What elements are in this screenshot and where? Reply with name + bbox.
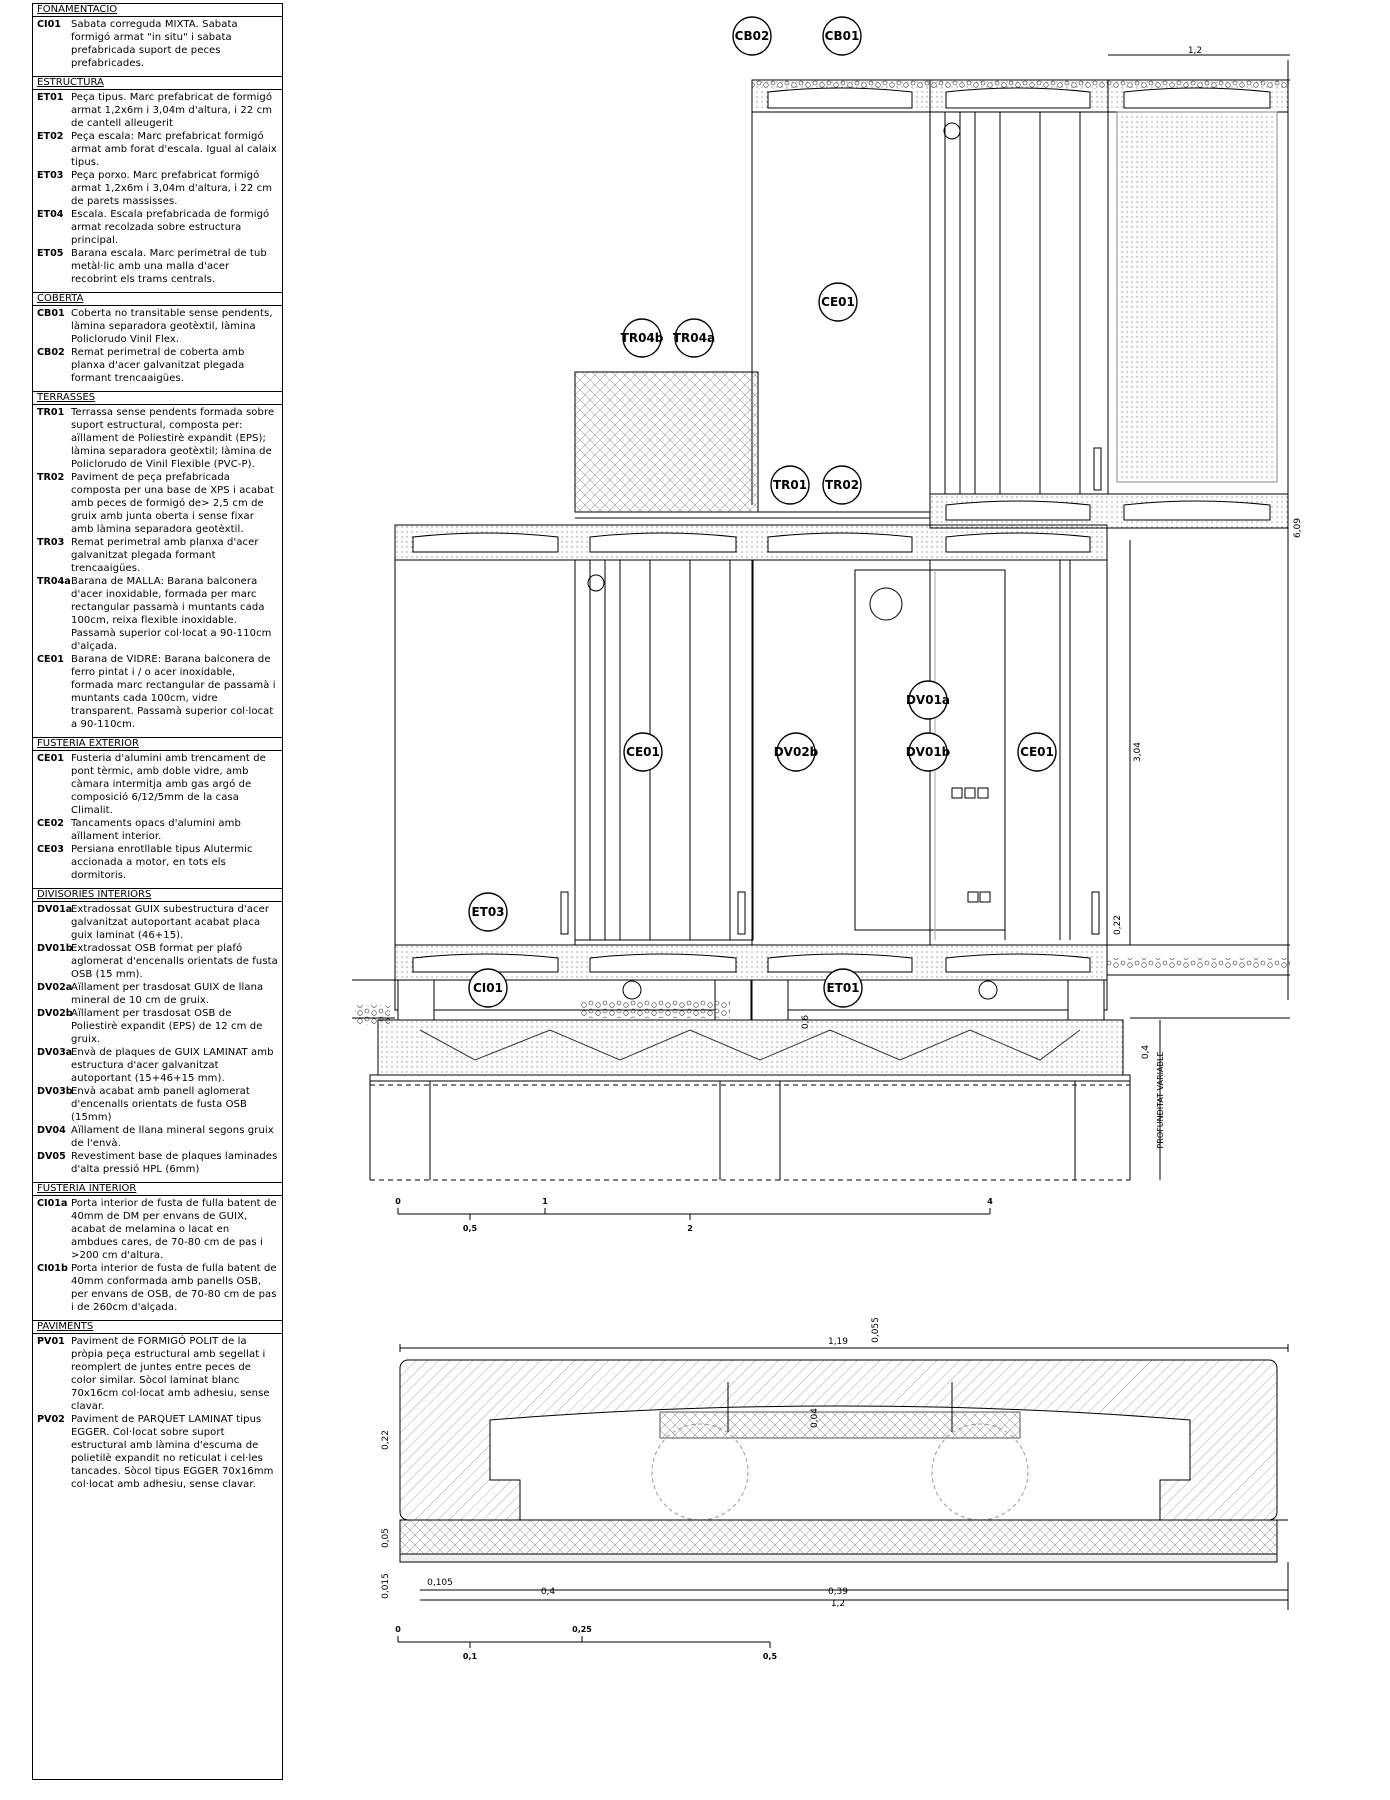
- legend-section-title: FUSTERIA EXTERIOR: [33, 738, 282, 751]
- dim-slab: 0,22: [1113, 914, 1123, 936]
- tag-cb01: [823, 17, 861, 55]
- tag-ce01-left: [624, 733, 662, 771]
- legend-item-code: TR04a: [37, 576, 71, 587]
- legend-item-text: Extradossat GUIX subestructura d'acer galvanitzat autoportant acabat placa guix laminat (46+15).: [71, 904, 270, 941]
- svg-text:1,19: 1,19: [827, 1337, 849, 1347]
- legend-item-code: CE03: [37, 844, 64, 855]
- svg-text:0,1: 0,1: [462, 1652, 478, 1661]
- legend-item-text: Barana de VIDRE: Barana balconera de ferro pintat i / o acer inoxidable, formada marc rectangular de passamà i muntants cada 100cm, vidre transparent. Passamà superior col·locat a 90-110cm.: [71, 654, 276, 730]
- svg-text:CB02: CB02: [734, 29, 770, 43]
- legend-item-code: TR03: [37, 537, 65, 548]
- svg-text:1: 1: [542, 1197, 548, 1206]
- dim-floor-height: 3,04: [1133, 741, 1143, 763]
- svg-text:4: 4: [987, 1197, 993, 1206]
- legend-item-text: Revestiment base de plaques laminades d'alta pressió HPL (6mm): [71, 1151, 278, 1175]
- legend-item-text: Peça porxo. Marc prefabricat formigó armat 1,2x6m i 3,04m d'altura, i 22 cm de parets massisses.: [71, 170, 273, 207]
- legend-item-text: Remat perimetral de coberta amb planxa d'acer galvanitzat plegada formant trencaaigües.: [71, 347, 245, 384]
- svg-text:0,25: 0,25: [572, 1625, 592, 1634]
- tag-dv02b: [774, 733, 819, 771]
- svg-text:0: 0: [395, 1197, 401, 1206]
- tag-ce01-right: [1018, 733, 1056, 771]
- legend-item-text: Persiana enrotllable tipus Alutermic accionada a motor, en tots els dormitoris.: [71, 844, 253, 881]
- legend-item-code: DV02b: [37, 1008, 73, 1019]
- scale-bar-top: [395, 1197, 993, 1233]
- legend-item-code: CE02: [37, 818, 64, 829]
- legend-item-code: DV01a: [37, 904, 73, 915]
- svg-text:ET01: ET01: [826, 981, 860, 995]
- legend-section-title: ESTRUCTURA: [33, 77, 282, 90]
- svg-text:CE01: CE01: [821, 295, 855, 309]
- legend-item-code: DV03b: [37, 1086, 73, 1097]
- legend-item-code: ET03: [37, 170, 64, 181]
- svg-text:2: 2: [687, 1224, 693, 1233]
- upper-roof: [752, 80, 1290, 112]
- legend-item-text: Remat perimetral amb planxa d'acer galvanitzat plegada formant trencaaigües.: [71, 537, 259, 574]
- legend-item-text: Sabata correguda MIXTA. Sabata formigó armat "in situ" i sabata prefabricada suport de peces prefabricades.: [71, 19, 238, 69]
- legend-item-code: CI01: [37, 19, 61, 30]
- tag-tr04b: [621, 319, 664, 357]
- legend-item-text: Peça escala: Marc prefabricat formigó armat amb forat d'escala. Igual al calaix tipus.: [71, 131, 277, 168]
- svg-text:0,5: 0,5: [762, 1652, 778, 1661]
- legend-item-text: Envà de plaques de GUIX LAMINAT amb estructura d'acer galvanitzat autoportant (15+46+15 mm).: [71, 1047, 274, 1084]
- svg-text:TR04b: TR04b: [620, 331, 664, 345]
- svg-text:0,015: 0,015: [381, 1573, 391, 1599]
- tag-ci01: [469, 969, 507, 1007]
- scale-bar-bottom: [395, 1625, 777, 1661]
- tag-cb02: [733, 17, 771, 55]
- legend-item-code: CI01a: [37, 1198, 68, 1209]
- legend-item-text: Aïllament de llana mineral segons gruix de l'envà.: [71, 1125, 274, 1149]
- legend-item-code: ET02: [37, 131, 64, 142]
- legend-item-text: Paviment de PARQUET LAMINAT tipus EGGER. Col·locat sobre suport estructural amb làmina d'escuma de polietilè expandit no reticulat i cel·les tancades. Sòcol tipus EGGER 70x16mm col·locat amb adhesiu, sense clavar.: [71, 1414, 274, 1490]
- legend-item-code: ET04: [37, 209, 64, 220]
- legend-item-code: CE01: [37, 654, 64, 665]
- legend-item-code: PV02: [37, 1414, 65, 1425]
- dim-top-width: 1,2: [1187, 46, 1203, 56]
- svg-text:DV02b: DV02b: [773, 745, 819, 759]
- legend-item-text: Paviment de FORMIGÓ POLIT de la pròpia peça estructural amb segellat i reomplert de juntes entre peces de color similar. Sòcol laminat blanc 70x16cm col·locat amb adhesiu, sense clavar.: [71, 1336, 270, 1412]
- svg-text:0,105: 0,105: [427, 1578, 453, 1588]
- legend-item-text: Porta interior de fusta de fulla batent de 40mm conformada amb panells OSB, per envans de OSB, de 70-80 cm de pas i de 260cm d'alçada.: [71, 1263, 277, 1313]
- tag-dv01a: [906, 681, 950, 719]
- legend-item-code: CI01b: [37, 1263, 68, 1274]
- legend-item-text: Barana escala. Marc perimetral de tub metàl·lic amb una malla d'acer recobrint els trams centrals.: [71, 248, 267, 285]
- legend-item-text: Terrassa sense pendents formada sobre suport estructural, composta per: aïllament de Poliestirè expandit (EPS); làmina separadora geotèxtil; làmina de Policlorudo de Vinil Flexible (PVC-P).: [71, 407, 275, 470]
- svg-text:0,04: 0,04: [810, 1407, 820, 1429]
- svg-text:TR01: TR01: [772, 478, 808, 492]
- svg-text:0: 0: [395, 1625, 401, 1634]
- slab-detail: [400, 1344, 1288, 1610]
- legend-item-code: TR02: [37, 472, 65, 483]
- tag-ce01-upper: [819, 283, 857, 321]
- legend-section-title: TERRASSES: [33, 392, 282, 405]
- svg-text:CI01: CI01: [473, 981, 503, 995]
- legend-item-text: Aïllament per trasdosat GUIX de llana mineral de 10 cm de gruix.: [71, 982, 264, 1006]
- dim-found-a: 0,6: [801, 1014, 811, 1030]
- tag-tr04a: [673, 319, 715, 357]
- legend-section-title: FONAMENTACIO: [33, 4, 282, 17]
- legend-item-text: Peça tipus. Marc prefabricat de formigó armat 1,2x6m i 3,04m d'altura, i 22 cm de cantell alleugerit: [71, 92, 273, 129]
- tag-tr02: [823, 466, 861, 504]
- legend-item-text: Escala. Escala prefabricada de formigó armat recolzada sobre estructura principal.: [71, 209, 270, 246]
- legend-item-text: Fusteria d'alumini amb trencament de pont tèrmic, amb doble vidre, amb càmara intermitja amb gas argó de composició 6/12/5mm de la casa Climalit.: [71, 753, 266, 816]
- legend-item-code: CB01: [37, 308, 65, 319]
- svg-text:0,05: 0,05: [381, 1527, 391, 1549]
- svg-text:0,39: 0,39: [827, 1587, 849, 1597]
- dim-total-height: 6,09: [1293, 517, 1303, 539]
- svg-text:CE01: CE01: [1020, 745, 1054, 759]
- legend-section-title: COBERTA: [33, 293, 282, 306]
- legend-item-code: CE01: [37, 753, 64, 764]
- legend-section-title: PAVIMENTS: [33, 1321, 282, 1334]
- legend-item-text: Aïllament per trasdosat OSB de Poliestirè expandit (EPS) de 12 cm de gruix.: [71, 1008, 263, 1045]
- legend-item-code: CB02: [37, 347, 65, 358]
- legend-item-text: Extradossat OSB format per plafó aglomerat d'encenalls orientats de fusta OSB (15 mm).: [71, 943, 278, 980]
- legend-section-title: DIVISORIES INTERIORS: [33, 889, 282, 902]
- legend-item-text: Paviment de peça prefabricada composta per una base de XPS i acabat amb peces de formigó de> 2,5 cm de gruix amb junta oberta i sense fixar amb làmina separadora geotèxtil.: [71, 472, 274, 535]
- legend-item-code: DV04: [37, 1125, 66, 1136]
- svg-text:TR04a: TR04a: [672, 331, 716, 345]
- legend-item-code: ET01: [37, 92, 64, 103]
- legend-item-text: Porta interior de fusta de fulla batent de 40mm de DM per envans de GUIX, acabat de melamina o lacat en ambdues cares, de 70-80 cm de pas i >200 cm d'altura.: [71, 1198, 277, 1261]
- svg-text:CB01: CB01: [824, 29, 860, 43]
- svg-text:TR02: TR02: [824, 478, 860, 492]
- dim-found-b: 0,4: [1141, 1044, 1151, 1060]
- legend-item-code: PV01: [37, 1336, 65, 1347]
- svg-text:0,055: 0,055: [871, 1317, 881, 1343]
- legend-item-code: DV01b: [37, 943, 73, 954]
- svg-text:ET03: ET03: [471, 905, 505, 919]
- legend-item-text: Tancaments opacs d'alumini amb aïllament interior.: [71, 818, 241, 842]
- dim-variable: PROFUNDITAT VARIABLE: [1156, 1051, 1165, 1149]
- tag-tr01: [771, 466, 809, 504]
- svg-text:1,2: 1,2: [830, 1599, 846, 1609]
- legend-item-code: ET05: [37, 248, 64, 259]
- legend-section-title: FUSTERIA INTERIOR: [33, 1183, 282, 1196]
- svg-text:0,22: 0,22: [381, 1429, 391, 1451]
- legend-item-code: TR01: [37, 407, 65, 418]
- legend-item-code: DV02a: [37, 982, 73, 993]
- svg-text:0,4: 0,4: [540, 1587, 556, 1597]
- tag-dv01b: [906, 733, 951, 771]
- svg-text:DV01a: DV01a: [905, 693, 951, 707]
- tag-et03: [469, 893, 507, 931]
- svg-text:0,5: 0,5: [462, 1224, 478, 1233]
- legend-item-code: DV03a: [37, 1047, 73, 1058]
- svg-text:DV01b: DV01b: [905, 745, 951, 759]
- svg-text:CE01: CE01: [626, 745, 660, 759]
- legend-item-text: Envà acabat amb panell aglomerat d'encenalls orientats de fusta OSB (15mm): [71, 1086, 250, 1123]
- legend-item-code: DV05: [37, 1151, 66, 1162]
- legend-item-text: Barana de MALLA: Barana balconera d'acer inoxidable, formada per marc rectangular passamà i muntants cada 100cm, reixa flexible inoxidable. Passamà superior col·locat a 90-110cm d'alçada.: [71, 576, 272, 652]
- tag-et01: [824, 969, 862, 1007]
- legend-item-text: Coberta no transitable sense pendents, làmina separadora geotèxtil, làmina Policlorudo Vinil Flex.: [71, 308, 273, 345]
